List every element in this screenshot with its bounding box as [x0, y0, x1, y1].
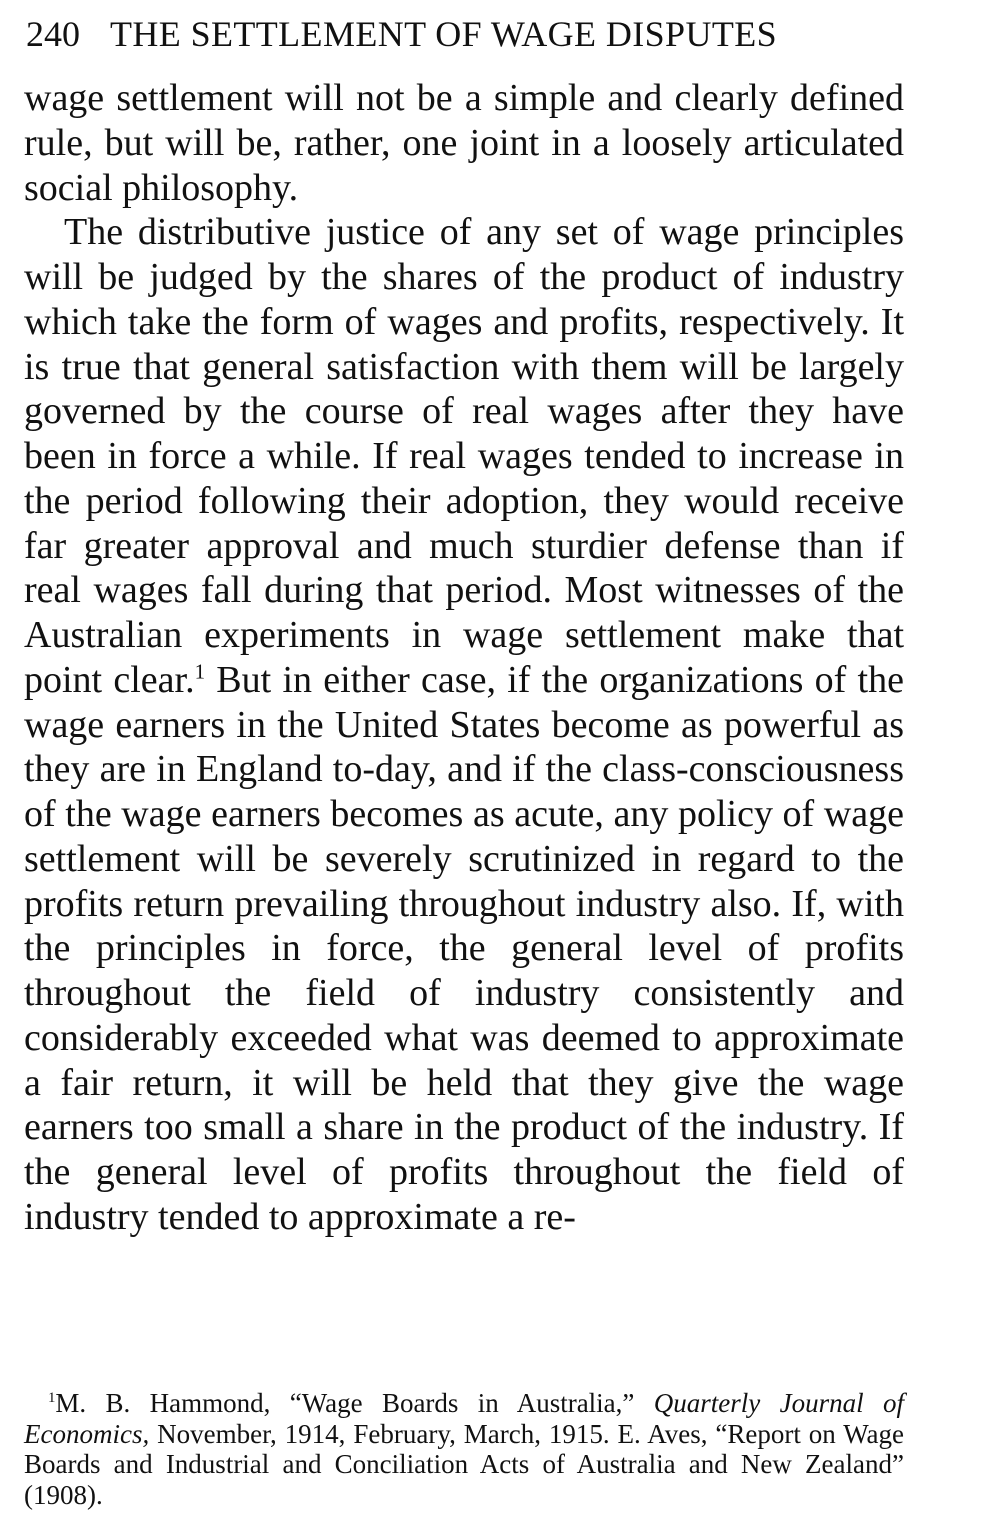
paragraph-distributive-justice [24, 210, 904, 1239]
body-text [24, 76, 904, 1240]
paragraph-continuation: wage settlement will not be a simple and clearly defined rule, but will be, rather, one joint in a loosely articulated social philosophy. [24, 77, 904, 209]
running-title: THE SETTLEMENT OF WAGE DISPUTES [110, 14, 778, 54]
book-page [24, 0, 904, 1540]
footnote-citation-1: M. B. Hammond, “Wage Boards in Australia,” [55, 1388, 654, 1418]
footnote-marker: 1 [48, 1390, 56, 1406]
footnote-journal-title: Quarterly Journal of Economics, [24, 1388, 904, 1449]
running-head [26, 10, 904, 58]
footnote-citation-2: November, 1914, February, March, 1915. E. Aves, “Report on Wage Boards and Industrial and Conciliation Acts of Australia and New Zealand” (1908). [24, 1418, 904, 1510]
footnote-reference: 1 [194, 659, 206, 684]
page-number: 240 [26, 14, 80, 54]
paragraph-text-part-1: The distributive justice of any set of wage principles will be judged by the shares of the product of industry which take the form of wages and profits, respectively. It is true that general satisfaction with them will be largely governed by the course of real wages after they have been in force a while. If real wages tended to increase in the period following their adoption, they would receive far greater approval and much sturdier defense than if real wages fall during that period. Most witnesses of the Australian experiments in wage settlement make that point clear. [24, 211, 904, 701]
footnote [24, 1388, 904, 1510]
paragraph-text-part-2: But in either case, if the organizations of the wage earners in the United States become as powerful as they are in England to-day, and if the class-consciousness of the wage earners becomes as acute, any policy of wage settlement will be severely scrutinized in regard to the profits return prevailing throughout industry also. If, with the principles in force, the general level of profits throughout the field of industry consistently and considerably exceeded what was deemed to approximate a fair return, it will be held that they give the wage earners too small a share in the product of the industry. If the general level of profits throughout the field of industry tended to approximate a re- [24, 658, 904, 1238]
